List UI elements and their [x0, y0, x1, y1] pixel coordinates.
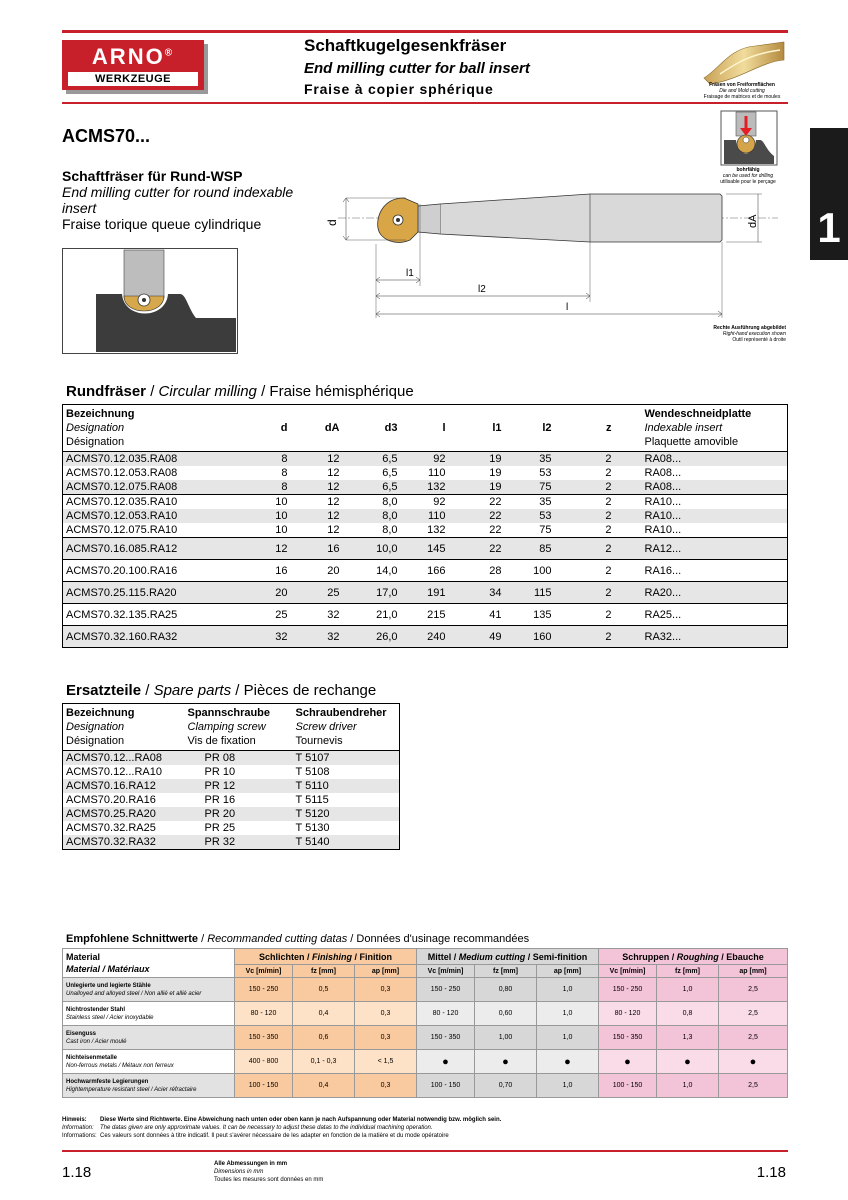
- cut-row: [63, 978, 788, 1002]
- cut-value: ●: [537, 1050, 599, 1074]
- cut-value: 1,0: [537, 1002, 599, 1026]
- cut-row: [63, 1002, 788, 1026]
- page-number-left: 1.18: [62, 1164, 92, 1181]
- cell-l: 145: [401, 538, 449, 560]
- cell-l1: 28: [449, 560, 505, 582]
- cut-value: 0,8: [657, 1002, 719, 1026]
- cell-l2: 115: [505, 582, 555, 604]
- header-rule-top: [62, 30, 788, 33]
- cell-z: 2: [555, 538, 615, 560]
- dim-l1: l1: [406, 268, 414, 279]
- cell-d: 8: [281, 467, 288, 479]
- spare-row: [63, 821, 400, 835]
- dim-l: l: [566, 302, 569, 313]
- cut-value: 150 - 250: [599, 978, 657, 1002]
- cut-value: 80 - 120: [599, 1002, 657, 1026]
- cell-screw: PR 20: [204, 808, 236, 820]
- cell-z: 2: [555, 626, 615, 648]
- footer-rule: [62, 1150, 788, 1152]
- product-table: [62, 404, 788, 648]
- cell-d: 10: [275, 524, 288, 536]
- cell-dA: 12: [327, 510, 340, 522]
- cell-code: ACMS70.32.RA32: [66, 836, 156, 848]
- cut-value: 0,4: [293, 1074, 355, 1098]
- cell-l1: 19: [489, 467, 502, 479]
- cell-l2: 75: [539, 481, 552, 493]
- cell-code: ACMS70.12.053.RA10: [66, 510, 178, 522]
- material-cell: Eisenguss Cast iron / Acier moulé: [63, 1026, 235, 1050]
- cut-value: 150 - 350: [417, 1026, 475, 1050]
- cell-l2: 100: [505, 560, 555, 582]
- cut-value: ●: [599, 1050, 657, 1074]
- cut-value: 100 - 150: [417, 1074, 475, 1098]
- cut-value: 150 - 250: [235, 978, 293, 1002]
- product-row: [63, 495, 788, 510]
- product-row: [63, 523, 788, 538]
- spare-row: [63, 793, 400, 807]
- cut-value: 0,3: [355, 978, 417, 1002]
- header-rule-bottom: [62, 102, 788, 104]
- spare-row: [63, 765, 400, 779]
- cell-l2: 35: [505, 452, 555, 467]
- page-number-right: 1.18: [756, 1164, 786, 1181]
- cell-plate: RA10...: [644, 524, 682, 536]
- product-row: [63, 466, 788, 480]
- cut-value: 1,0: [537, 978, 599, 1002]
- cell-l1: 19: [489, 481, 502, 493]
- cut-value: 1,0: [657, 1074, 719, 1098]
- cut-value: 80 - 120: [417, 1002, 475, 1026]
- cell-z: 2: [605, 481, 612, 493]
- dimensions-note: Alle Abmessungen in mm Dimensions in mm Toutes les mesures sont données en mm: [214, 1161, 324, 1183]
- cell-plate: RA10...: [615, 495, 788, 510]
- execution-note: Rechte Ausführung abgebildet Right-hand execution shown Outil représenté à droite: [713, 325, 786, 343]
- cut-value: 1,0: [537, 1026, 599, 1050]
- cell-d3: 6,5: [382, 481, 398, 493]
- cell-code: ACMS70.32.135.RA25: [63, 604, 231, 626]
- application-illustration: [62, 248, 238, 354]
- cell-dA: 12: [291, 452, 343, 467]
- cut-value: ●: [719, 1050, 788, 1074]
- cut-value: 2,5: [719, 1074, 788, 1098]
- cut-value: 0,60: [475, 1002, 537, 1026]
- cell-z: 2: [605, 467, 612, 479]
- notes: Hinweis: Diese Werte sind Richtwerte. Eine Abweichung nach unten oder oben kann je nach Aufspannung oder Material notwendig bzw. möglich sein. Information: The datas given are only approximate values. It can be necessary to adjust these datas to the individual machining operation. Informations: Ces valeurs sont données à titre indicatif. Il peut s'avérer nécessaire de les adapter en fonction de la matière et du mode opératoire: [62, 1117, 502, 1139]
- cell-d3: 8,0: [382, 510, 398, 522]
- cell-l: 110: [427, 510, 446, 522]
- cell-z: 2: [555, 452, 615, 467]
- cut-row: [63, 1050, 788, 1074]
- main-section-title: Rundfräser / Circular milling / Fraise hémisphérique: [66, 383, 414, 400]
- cell-l1: 22: [489, 524, 502, 536]
- product-code: ACMS70...: [62, 126, 151, 146]
- cell-code: ACMS70.25.RA20: [66, 808, 156, 820]
- cell-z: 2: [605, 524, 612, 536]
- cell-d: 20: [231, 582, 291, 604]
- dim-da: dA: [747, 214, 759, 228]
- cell-d3: 10,0: [343, 538, 401, 560]
- cut-value: 1,00: [475, 1026, 537, 1050]
- cutting-data-table: [62, 948, 788, 1098]
- arno-logo: ARNO® WERKZEUGE: [62, 40, 204, 90]
- product-description: Schaftfräser für Rund-WSP End milling cutter for round indexable insert Fraise torique queue cylindrique: [62, 168, 294, 232]
- cell-screw: PR 10: [204, 766, 236, 778]
- cut-group-header: Material Material / Matériaux Schlichten / Finishing / Finition Mittel / Medium cutting / Semi-finition Schruppen / Roughing / Ebauche: [63, 949, 788, 965]
- title-de: Schaftkugelgesenkfräser: [304, 36, 507, 55]
- cut-value: 1,0: [657, 978, 719, 1002]
- material-cell: Hochwarmfeste Legierungen Hightemperature resistant steel / Acier réfractaire: [63, 1074, 235, 1098]
- cell-screw: PR 25: [204, 822, 236, 834]
- cell-d: 32: [231, 626, 291, 648]
- product-row: [63, 538, 788, 560]
- cut-value: ●: [417, 1050, 475, 1074]
- cell-d3: 6,5: [382, 467, 398, 479]
- application-caption: Fräsen von Freiformflächen Die and Mold cutting Fraisage de matrices et de moules: [703, 82, 781, 100]
- product-row: [63, 480, 788, 495]
- cut-value: 2,5: [719, 1002, 788, 1026]
- cell-driver: T 5130: [295, 822, 330, 834]
- cell-z: 2: [555, 604, 615, 626]
- material-cell: Nichtrostender Stahl Stainless steel / Acier inoxydable: [63, 1002, 235, 1026]
- material-cell: Nichteisenmetalle Non-ferrous metals / Métaux non ferreux: [63, 1050, 235, 1074]
- spare-row: [63, 807, 400, 821]
- cell-d3: 8,0: [343, 495, 401, 510]
- product-row: [63, 452, 788, 467]
- cell-l: 191: [401, 582, 449, 604]
- cut-value: 80 - 120: [235, 1002, 293, 1026]
- cell-l: 92: [401, 452, 449, 467]
- cut-value: 0,70: [475, 1074, 537, 1098]
- cell-l2: 53: [539, 510, 552, 522]
- product-row: [63, 560, 788, 582]
- product-row: [63, 582, 788, 604]
- cell-driver: T 5140: [295, 836, 330, 848]
- cell-d3: 6,5: [343, 452, 401, 467]
- cell-plate: RA08...: [644, 467, 682, 479]
- cell-plate: RA08...: [615, 452, 788, 467]
- cell-d: 10: [275, 510, 288, 522]
- cell-code: ACMS70.12.053.RA08: [66, 467, 178, 479]
- cut-section-title: Empfohlene Schnittwerte / Recommanded cutting datas / Données d'usinage recommandées: [66, 933, 530, 945]
- cell-l: 132: [427, 524, 446, 536]
- title-fr: Fraise à copier sphérique: [304, 81, 494, 97]
- cut-value: 2,5: [719, 978, 788, 1002]
- cut-value: 400 - 800: [235, 1050, 293, 1074]
- cell-plate: RA08...: [644, 481, 682, 493]
- cell-plate: RA32...: [615, 626, 788, 648]
- cell-l1: 19: [449, 452, 505, 467]
- cell-screw: PR 12: [204, 780, 236, 792]
- cell-d: 10: [231, 495, 291, 510]
- cell-plate: RA20...: [615, 582, 788, 604]
- cell-l1: 22: [449, 495, 505, 510]
- cell-driver: T 5108: [295, 766, 330, 778]
- cell-code: ACMS70.20.100.RA16: [63, 560, 231, 582]
- cell-code: ACMS70.16.085.RA12: [63, 538, 231, 560]
- cell-l2: 135: [505, 604, 555, 626]
- product-row: [63, 626, 788, 648]
- cut-value: 150 - 350: [235, 1026, 293, 1050]
- cut-value: 0,1 - 0,3: [293, 1050, 355, 1074]
- spare-section-title: Ersatzteile / Spare parts / Pièces de rechange: [66, 682, 377, 699]
- cell-code: ACMS70.16.RA12: [66, 780, 156, 792]
- product-table-header: Bezeichnung Designation Désignation d dA d3 l l1 l2 z Wendeschneidplatte Indexable insert Plaquette amovible: [66, 408, 752, 448]
- cell-dA: 16: [291, 538, 343, 560]
- cell-l1: 49: [449, 626, 505, 648]
- cell-l1: 22: [449, 538, 505, 560]
- cell-l1: 34: [449, 582, 505, 604]
- cell-d: 12: [231, 538, 291, 560]
- cut-value: 150 - 350: [599, 1026, 657, 1050]
- cell-screw: PR 32: [204, 836, 236, 848]
- spare-parts-table: [62, 703, 400, 850]
- cell-screw: PR 08: [204, 752, 236, 764]
- cell-l2: 35: [505, 495, 555, 510]
- dim-l2: l2: [478, 284, 486, 295]
- cut-row: [63, 1026, 788, 1050]
- cell-code: ACMS70.12...RA08: [66, 752, 162, 764]
- cell-code: ACMS70.12.075.RA08: [66, 481, 178, 493]
- cell-dA: 12: [327, 481, 340, 493]
- cell-l: 166: [401, 560, 449, 582]
- cut-value: 0,5: [293, 978, 355, 1002]
- cell-screw: PR 16: [204, 794, 236, 806]
- spare-row: [63, 751, 400, 766]
- cell-d3: 17,0: [343, 582, 401, 604]
- cell-d3: 14,0: [343, 560, 401, 582]
- cut-value: ●: [657, 1050, 719, 1074]
- cell-dA: 12: [291, 495, 343, 510]
- cell-code: ACMS70.12.035.RA10: [63, 495, 231, 510]
- cut-value: 2,5: [719, 1026, 788, 1050]
- material-cell: Unlegierte und legierte Stähle Unalloyed and alloyed steel / Non allié et allié acier: [63, 978, 235, 1002]
- cell-l: 240: [401, 626, 449, 648]
- cell-l2: 85: [505, 538, 555, 560]
- cut-row: [63, 1074, 788, 1098]
- cell-z: 2: [555, 582, 615, 604]
- cell-code: ACMS70.12.075.RA10: [66, 524, 178, 536]
- cell-dA: 25: [291, 582, 343, 604]
- cut-value: 150 - 250: [417, 978, 475, 1002]
- cell-plate: RA10...: [644, 510, 682, 522]
- cell-d: 8: [231, 452, 291, 467]
- cell-l2: 75: [539, 524, 552, 536]
- cell-d: 25: [231, 604, 291, 626]
- chapter-tab: 1: [810, 128, 848, 260]
- cell-l1: 22: [489, 510, 502, 522]
- cut-value: 0,3: [355, 1002, 417, 1026]
- cut-value: 0,4: [293, 1002, 355, 1026]
- cell-plate: RA12...: [615, 538, 788, 560]
- cut-value: 0,6: [293, 1026, 355, 1050]
- cell-dA: 12: [327, 467, 340, 479]
- cut-value: 0,3: [355, 1026, 417, 1050]
- cut-value: 0,3: [355, 1074, 417, 1098]
- die-mold-icon: [700, 38, 788, 86]
- cell-code: ACMS70.20.RA16: [66, 794, 156, 806]
- product-row: [63, 604, 788, 626]
- cut-value: 100 - 150: [599, 1074, 657, 1098]
- cut-value: 100 - 150: [235, 1074, 293, 1098]
- cell-plate: RA16...: [615, 560, 788, 582]
- cell-l: 132: [427, 481, 446, 493]
- cell-l: 215: [401, 604, 449, 626]
- cell-dA: 12: [327, 524, 340, 536]
- cell-driver: T 5110: [295, 780, 329, 792]
- cell-driver: T 5115: [295, 794, 329, 806]
- cell-z: 2: [555, 560, 615, 582]
- cell-dA: 20: [291, 560, 343, 582]
- cut-value: 1,3: [657, 1026, 719, 1050]
- cut-value: ●: [475, 1050, 537, 1074]
- cell-l2: 160: [505, 626, 555, 648]
- cell-z: 2: [555, 495, 615, 510]
- cell-plate: RA25...: [615, 604, 788, 626]
- cell-d3: 8,0: [382, 524, 398, 536]
- cell-driver: T 5107: [295, 752, 330, 764]
- cell-d3: 21,0: [343, 604, 401, 626]
- cell-d3: 26,0: [343, 626, 401, 648]
- dim-d: d: [325, 219, 339, 226]
- cell-d: 16: [231, 560, 291, 582]
- cell-l1: 41: [449, 604, 505, 626]
- cell-code: ACMS70.32.160.RA32: [63, 626, 231, 648]
- cell-l2: 53: [539, 467, 552, 479]
- cell-z: 2: [605, 510, 612, 522]
- drilling-caption: bohrfähig can be used for drilling utilisable pour le perçage: [720, 167, 776, 185]
- drilling-icon: [720, 110, 778, 166]
- cell-dA: 32: [291, 626, 343, 648]
- cell-code: ACMS70.12.035.RA08: [63, 452, 231, 467]
- cut-value: < 1,5: [355, 1050, 417, 1074]
- spare-row: [63, 779, 400, 793]
- product-row: [63, 509, 788, 523]
- title-en: End milling cutter for ball insert: [304, 60, 530, 77]
- cut-value: 1,0: [537, 1074, 599, 1098]
- tool-drawing: [318, 176, 788, 326]
- cell-d: 8: [281, 481, 288, 493]
- cell-l: 110: [427, 467, 446, 479]
- spare-table-header: Bezeichnung Designation Désignation Spannschraube Clamping screw Vis de fixation Schraubendreher Screw driver Tournevis: [63, 704, 400, 751]
- cell-l: 92: [401, 495, 449, 510]
- cell-code: ACMS70.12...RA10: [66, 766, 162, 778]
- cut-value: 0,80: [475, 978, 537, 1002]
- cut-col-header: Vc [m/min] fz [mm] ap [mm] Vc [m/min] fz [mm] ap [mm] Vc [m/min] fz [mm] ap [mm]: [63, 965, 788, 978]
- spare-row: [63, 835, 400, 850]
- cell-driver: T 5120: [295, 808, 330, 820]
- cell-dA: 32: [291, 604, 343, 626]
- cell-code: ACMS70.32.RA25: [66, 822, 156, 834]
- cell-code: ACMS70.25.115.RA20: [63, 582, 231, 604]
